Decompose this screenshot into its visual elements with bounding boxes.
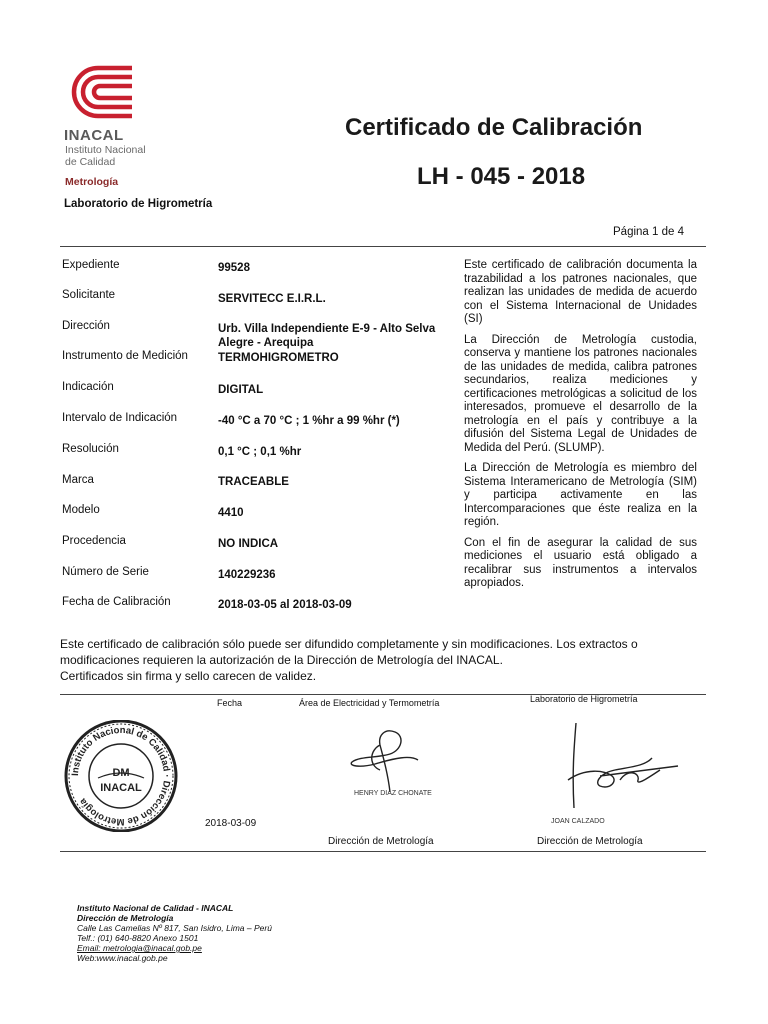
signature-henry	[340, 720, 440, 800]
paragraph: La Dirección de Metrología es miembro del Sistema Interamericano de Metrología (SIM) y participa activamente en las Intercomparaciones que éste realiza en la región.	[464, 462, 697, 528]
paragraph: Con el fin de asegurar la calidad de sus mediciones el usuario está obligado a recalibrar sus instrumentos a intervalos apropiados.	[464, 536, 697, 589]
brand-division: Metrología	[65, 176, 119, 188]
field-value: TERMOHIGROMETRO	[218, 352, 339, 364]
notice-line: Este certificado de calibración sólo puede ser difundido completamente y sin modificaciones. Los extractos o modificaciones requieren la autorización de la Dirección de Metrología del INACAL.	[60, 637, 638, 667]
seal-ring-text: Instituto Nacional de Calidad · Dirección de Metrología	[69, 724, 173, 828]
area-label: Área de Electricidad y Termometría	[299, 698, 440, 708]
field-label: Procedencia	[62, 535, 126, 547]
field-label: Indicación	[62, 381, 114, 393]
director-title: Dirección de Metrología	[537, 836, 643, 847]
field-label: Resolución	[62, 443, 119, 455]
lab-signature-label: Laboratorio de Higrometría	[530, 694, 638, 704]
certificate-number: LH - 045 - 2018	[417, 163, 586, 190]
signer-name: JOAN CALZADO	[551, 818, 605, 825]
notice-line: Certificados sin firma y sello carecen de validez.	[60, 669, 317, 683]
field-value: -40 °C a 70 °C ; 1 %hr a 99 %hr (*)	[218, 415, 400, 427]
brand-sub-line2: de Calidad	[65, 155, 116, 168]
field-label: Dirección	[62, 320, 110, 332]
footer-line: Telf.: (01) 640-8820 Anexo 1501	[77, 933, 199, 943]
certificate-title: Certificado de Calibración	[345, 114, 643, 141]
brand-name: INACAL	[64, 127, 124, 144]
field-value: 4410	[218, 507, 244, 519]
field-value: 140229236	[218, 569, 276, 581]
divider-signatures-bottom	[60, 851, 706, 852]
field-value: 99528	[218, 262, 250, 274]
director-title: Dirección de Metrología	[328, 836, 434, 847]
footer-line: Instituto Nacional de Calidad - INACAL	[77, 903, 234, 913]
field-label: Fecha de Calibración	[62, 596, 171, 608]
field-label: Expediente	[62, 259, 120, 271]
footer-address	[77, 903, 272, 963]
brand-subtitle	[65, 145, 185, 168]
laboratory-name: Laboratorio de Higrometría	[64, 198, 213, 210]
footer-line: Dirección de Metrología	[77, 913, 174, 923]
field-label: Intervalo de Indicación	[62, 412, 178, 424]
fecha-label: Fecha	[217, 698, 243, 708]
footer-web-link[interactable]: Web:www.inacal.gob.pe	[77, 953, 168, 963]
official-seal	[60, 720, 182, 832]
footer-email-link[interactable]: Email: metrologia@inacal.gob.pe	[77, 943, 202, 953]
field-label: Instrumento de Medición	[62, 350, 188, 362]
page-number: Página 1 de 4	[613, 226, 684, 238]
paragraph: Este certificado de calibración documenta la trazabilidad a los patrones nacionales, que realizan las unidades de medida de acuerdo con el Sistema Internacional de Unidades (SI)	[464, 259, 697, 325]
field-value: Urb. Villa Independiente E-9 - Alto Selva Alegre - Arequipa	[218, 323, 436, 349]
field-label: Marca	[62, 474, 94, 486]
seal-center-top: DM	[112, 767, 130, 779]
divider-top	[60, 246, 706, 247]
field-label: Solicitante	[62, 289, 116, 301]
field-value: 2018-03-05 al 2018-03-09	[218, 599, 352, 611]
field-value: DIGITAL	[218, 384, 264, 396]
field-label: Modelo	[62, 504, 100, 516]
inacal-logo	[58, 60, 138, 125]
field-value: 0,1 °C ; 0,1 %hr	[218, 446, 302, 458]
traceability-text	[464, 259, 697, 598]
signature-joan	[560, 718, 680, 818]
signature-date: 2018-03-09	[205, 818, 257, 829]
field-value: SERVITECC E.I.R.L.	[218, 293, 326, 305]
field-label: Número de Serie	[62, 566, 149, 578]
brand-sub-line1: Instituto Nacional	[65, 144, 146, 156]
footer-line: Calle Las Camelias Nº 817, San Isidro, Lima – Perú	[77, 923, 272, 933]
signer-name: HENRY DIAZ CHONATE	[354, 790, 432, 797]
field-value: NO INDICA	[218, 538, 279, 550]
validity-notice	[60, 636, 710, 684]
seal-center-bottom: INACAL	[100, 782, 142, 794]
paragraph: La Dirección de Metrología custodia, conserva y mantiene los patrones nacionales de las unidades de medida, calibra patrones secundarios, realiza mediciones y certificaciones metrológicas a solicitud de los interesados, promueve el desarrollo de la metrología en el país y contribuye a la difusión del Sistema Legal de Unidades de Medida del Perú. (SLUMP).	[464, 333, 697, 454]
field-value: TRACEABLE	[218, 476, 289, 488]
